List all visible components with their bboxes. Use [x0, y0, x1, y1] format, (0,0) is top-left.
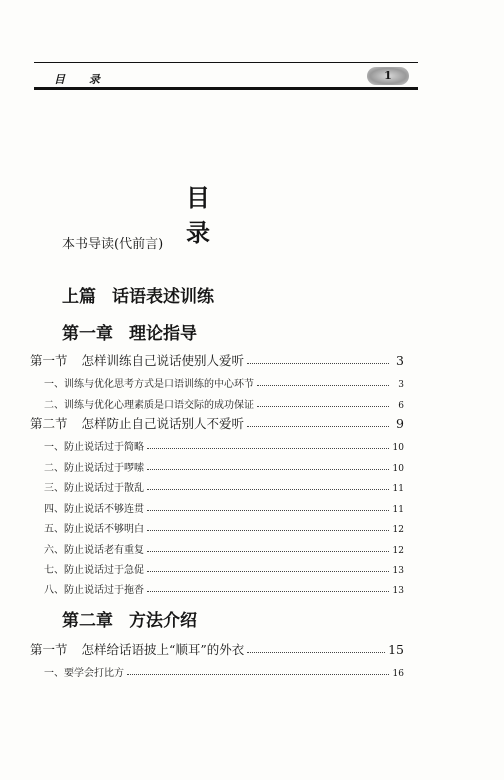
page-ref: 13 — [392, 566, 404, 576]
page-ref: 15 — [388, 642, 404, 657]
page-ref: 3 — [398, 380, 404, 390]
entry-title: 二、防止说话过于啰嗦 — [44, 463, 144, 474]
leader-dots — [247, 363, 389, 364]
entry-title: 七、防止说话过于急促 — [44, 565, 144, 576]
toc-entry — [44, 479, 404, 494]
page-ref: 11 — [392, 484, 404, 494]
chapter-heading — [62, 319, 197, 344]
leader-dots — [147, 510, 389, 511]
leader-dots — [147, 489, 389, 490]
toc-entry — [44, 375, 404, 390]
toc-entry — [30, 351, 404, 369]
toc-entry — [44, 500, 404, 515]
entry-title: 六、防止说话老有重复 — [44, 545, 144, 556]
toc-entry — [30, 640, 404, 658]
running-title: 目 录 — [54, 73, 110, 86]
toc-entry — [44, 581, 404, 596]
toc-entry — [44, 520, 404, 535]
leader-dots — [257, 385, 389, 386]
chapter-title: 方法介绍 — [129, 611, 197, 631]
entry-title: 四、防止说话不够连贯 — [44, 504, 144, 515]
leader-dots — [147, 469, 389, 470]
leader-dots — [247, 426, 389, 427]
header-rule-top — [34, 62, 418, 63]
leader-dots — [147, 448, 389, 449]
entry-title: 一、要学会打比方 — [44, 668, 124, 679]
page-ref: 16 — [392, 669, 404, 679]
section-label: 第一节 — [30, 353, 68, 368]
section-label: 第一节 — [30, 642, 68, 657]
leader-dots — [257, 406, 389, 407]
entry-title: 一、训练与优化思考方式是口语训练的中心环节 — [44, 379, 254, 390]
header-rule-bottom — [34, 87, 418, 90]
leader-dots — [147, 591, 389, 592]
toc-entry — [44, 541, 404, 556]
toc-intro: 本书导读(代前言) — [62, 237, 164, 252]
chapter-label: 第一章 — [62, 324, 113, 344]
page-ref: 10 — [392, 443, 404, 453]
chapter-heading — [62, 606, 197, 631]
leader-dots — [147, 530, 389, 531]
page-title: 目 录 — [186, 183, 252, 247]
leader-dots — [147, 551, 389, 552]
entry-title: 一、防止说话过于简略 — [44, 442, 144, 453]
leader-dots — [127, 674, 389, 675]
toc-entry — [44, 561, 404, 576]
page-ref: 6 — [398, 401, 404, 411]
page-ref: 3 — [396, 353, 404, 368]
page-number: 1 — [367, 67, 409, 85]
section-title: 怎样训练自己说话使别人爱听 — [81, 353, 245, 368]
page-ref: 12 — [392, 546, 404, 556]
leader-dots — [147, 571, 389, 572]
entry-title: 三、防止说话过于散乱 — [44, 483, 144, 494]
toc-entry — [44, 396, 404, 411]
leader-dots — [247, 652, 385, 653]
toc-entry — [44, 664, 404, 679]
entry-title: 八、防止说话过于拖沓 — [44, 585, 144, 596]
section-label: 第二节 — [30, 416, 68, 431]
page-ref: 13 — [392, 586, 404, 596]
section-title: 怎样防止自己说话别人不爱听 — [81, 416, 245, 431]
toc-entry — [30, 414, 404, 432]
entry-title: 二、训练与优化心理素质是口语交际的成功保证 — [44, 400, 254, 411]
part-heading — [62, 282, 214, 307]
part-label: 上篇 — [62, 287, 96, 307]
page-ref: 11 — [392, 505, 404, 515]
page-ref: 9 — [396, 416, 404, 431]
chapter-title: 理论指导 — [129, 324, 197, 344]
chapter-label: 第二章 — [62, 611, 113, 631]
part-title: 话语表述训练 — [112, 287, 214, 307]
page-ref: 10 — [392, 464, 404, 474]
toc-entry — [44, 459, 404, 474]
entry-title: 五、防止说话不够明白 — [44, 524, 144, 535]
toc-entry — [44, 438, 404, 453]
section-title: 怎样给话语披上“顺耳”的外衣 — [81, 642, 245, 657]
page-ref: 12 — [392, 525, 404, 535]
